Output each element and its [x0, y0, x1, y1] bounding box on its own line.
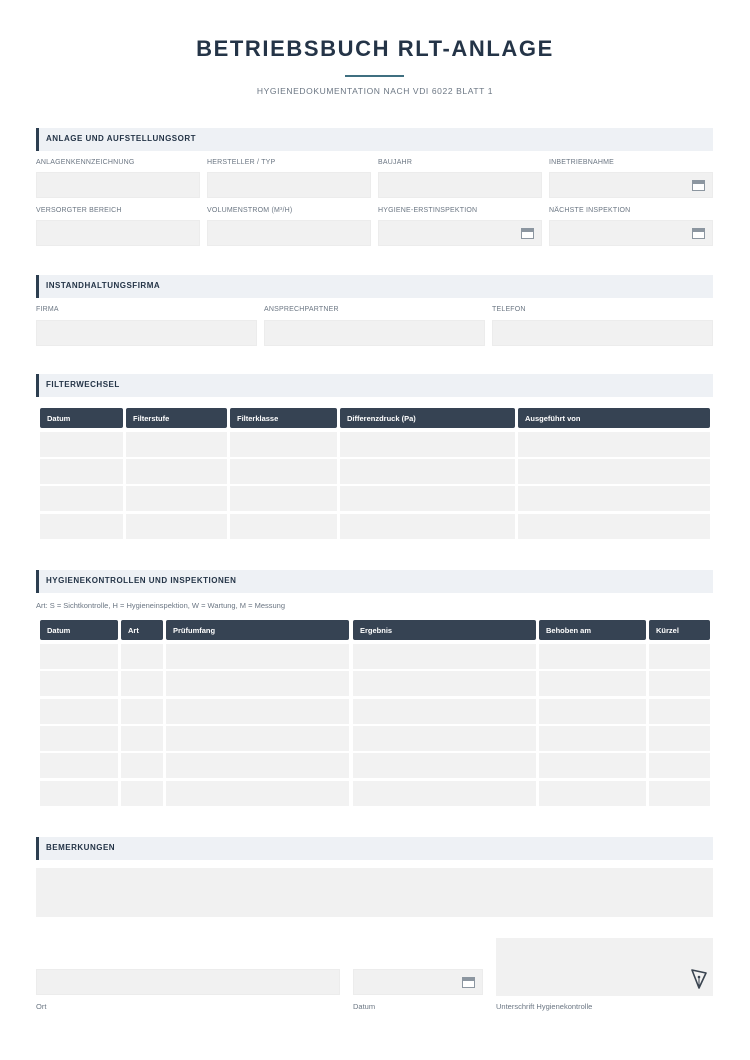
calendar-icon[interactable] — [692, 228, 705, 239]
field-label-naechste-inspektion: NÄCHSTE INSPEKTION — [549, 207, 631, 214]
art-legend: Art: S = Sichtkontrolle, H = Hygieneinspektion, W = Wartung, M = Messung — [36, 601, 285, 610]
column-header-ausgefuehrt-von: Ausgeführt von — [518, 408, 710, 428]
field-label-hygiene-erstinspektion: HYGIENE-ERSTINSPEKTION — [378, 207, 478, 214]
section-title: INSTANDHALTUNGSFIRMA — [46, 281, 161, 290]
table-cell[interactable] — [40, 671, 118, 696]
table-cell[interactable] — [518, 514, 710, 539]
calendar-icon[interactable] — [692, 180, 705, 191]
calendar-icon[interactable] — [521, 228, 534, 239]
ansprechpartner-field[interactable] — [264, 320, 485, 346]
table-cell[interactable] — [649, 699, 710, 724]
title-divider — [345, 75, 404, 77]
section-header-firma — [36, 275, 713, 298]
firma-field[interactable] — [36, 320, 257, 346]
telefon-field[interactable] — [492, 320, 713, 346]
table-cell[interactable] — [121, 644, 163, 669]
table-cell[interactable] — [353, 644, 536, 669]
column-header-datum: Datum — [40, 620, 118, 640]
baujahr-field[interactable] — [378, 172, 542, 198]
table-cell[interactable] — [340, 514, 515, 539]
table-cell[interactable] — [539, 671, 646, 696]
ort-label: Ort — [36, 1002, 47, 1011]
table-cell[interactable] — [649, 644, 710, 669]
column-header-art: Art — [121, 620, 163, 640]
column-header-kuerzel: Kürzel — [649, 620, 710, 640]
section-header-bemerkungen — [36, 837, 713, 860]
table-cell[interactable] — [518, 459, 710, 484]
table-cell[interactable] — [40, 726, 118, 751]
section-title: BEMERKUNGEN — [46, 843, 116, 852]
page-subtitle: HYGIENEDOKUMENTATION NACH VDI 6022 BLATT 1 — [256, 86, 494, 96]
table-cell[interactable] — [353, 671, 536, 696]
inbetriebnahme-date-field[interactable] — [549, 172, 713, 198]
table-cell[interactable] — [121, 753, 163, 778]
table-cell[interactable] — [340, 486, 515, 511]
signature-field[interactable] — [496, 938, 713, 996]
table-cell[interactable] — [166, 726, 349, 751]
table-cell[interactable] — [40, 432, 123, 457]
table-cell[interactable] — [166, 781, 349, 806]
field-label-versorgter-bereich: VERSORGTER BEREICH — [36, 207, 122, 214]
table-cell[interactable] — [353, 699, 536, 724]
section-header-filterwechsel — [36, 374, 713, 397]
unterschrift-label: Unterschrift Hygienekontrolle — [496, 1002, 593, 1011]
column-header-ergebnis: Ergebnis — [353, 620, 536, 640]
section-header-anlage — [36, 128, 713, 151]
table-cell[interactable] — [539, 644, 646, 669]
table-cell[interactable] — [649, 753, 710, 778]
hygiene-erstinspektion-date-field[interactable] — [378, 220, 542, 246]
field-label-baujahr: BAUJAHR — [378, 159, 413, 166]
table-cell[interactable] — [40, 644, 118, 669]
table-cell[interactable] — [166, 671, 349, 696]
table-cell[interactable] — [166, 753, 349, 778]
column-header-filterklasse: Filterklasse — [230, 408, 337, 428]
volumenstrom-field[interactable] — [207, 220, 371, 246]
table-cell[interactable] — [230, 514, 337, 539]
column-header-datum: Datum — [40, 408, 123, 428]
page-title: BETRIEBSBUCH RLT-ANLAGE — [196, 36, 554, 61]
calendar-icon[interactable] — [462, 977, 475, 988]
table-cell[interactable] — [121, 671, 163, 696]
naechste-inspektion-date-field[interactable] — [549, 220, 713, 246]
table-cell[interactable] — [166, 699, 349, 724]
table-cell[interactable] — [518, 486, 710, 511]
field-label-hersteller-typ: HERSTELLER / TYP — [207, 159, 276, 166]
table-cell[interactable] — [649, 781, 710, 806]
table-cell[interactable] — [649, 671, 710, 696]
table-cell[interactable] — [40, 781, 118, 806]
table-cell[interactable] — [126, 459, 227, 484]
table-cell[interactable] — [126, 486, 227, 511]
field-label-firma: FIRMA — [36, 306, 59, 313]
table-cell[interactable] — [340, 432, 515, 457]
field-label-telefon: TELEFON — [492, 306, 526, 313]
table-cell[interactable] — [230, 486, 337, 511]
table-cell[interactable] — [126, 432, 227, 457]
pen-nib-icon — [691, 969, 707, 989]
table-cell[interactable] — [539, 753, 646, 778]
column-header-pruefumfang: Prüfumfang — [166, 620, 349, 640]
datum-date-field[interactable] — [353, 969, 483, 995]
table-cell[interactable] — [353, 753, 536, 778]
hersteller-typ-field[interactable] — [207, 172, 371, 198]
field-label-volumenstrom: VOLUMENSTROM (M³/H) — [207, 207, 293, 214]
table-cell[interactable] — [126, 514, 227, 539]
table-cell[interactable] — [539, 726, 646, 751]
column-header-filterstufe: Filterstufe — [126, 408, 227, 428]
table-cell[interactable] — [340, 459, 515, 484]
bemerkungen-textarea[interactable] — [36, 868, 713, 917]
table-cell[interactable] — [649, 726, 710, 751]
section-header-hygienekontrollen — [36, 570, 713, 593]
table-cell[interactable] — [121, 781, 163, 806]
field-label-anlagenkennzeichnung: ANLAGENKENNZEICHNUNG — [36, 159, 135, 166]
datum-label: Datum — [353, 1002, 376, 1011]
table-cell[interactable] — [40, 514, 123, 539]
section-title: HYGIENEKONTROLLEN UND INSPEKTIONEN — [46, 576, 237, 585]
table-cell[interactable] — [353, 726, 536, 751]
column-header-behoben-am: Behoben am — [539, 620, 646, 640]
table-cell[interactable] — [539, 781, 646, 806]
table-cell[interactable] — [40, 459, 123, 484]
table-cell[interactable] — [121, 726, 163, 751]
section-title: FILTERWECHSEL — [46, 380, 120, 389]
table-cell[interactable] — [230, 432, 337, 457]
table-cell[interactable] — [230, 459, 337, 484]
table-cell[interactable] — [539, 699, 646, 724]
table-cell[interactable] — [40, 486, 123, 511]
table-cell[interactable] — [518, 432, 710, 457]
column-header-differenzdruck: Differenzdruck (Pa) — [340, 408, 515, 428]
field-label-inbetriebnahme: INBETRIEBNAHME — [549, 159, 615, 166]
versorgter-bereich-field[interactable] — [36, 220, 200, 246]
table-cell[interactable] — [40, 699, 118, 724]
table-cell[interactable] — [353, 781, 536, 806]
section-title: ANLAGE UND AUFSTELLUNGSORT — [46, 134, 197, 143]
table-cell[interactable] — [121, 699, 163, 724]
anlagenkennzeichnung-field[interactable] — [36, 172, 200, 198]
table-cell[interactable] — [166, 644, 349, 669]
ort-field[interactable] — [36, 969, 340, 995]
field-label-ansprechpartner: ANSPRECHPARTNER — [264, 306, 339, 313]
table-cell[interactable] — [40, 753, 118, 778]
